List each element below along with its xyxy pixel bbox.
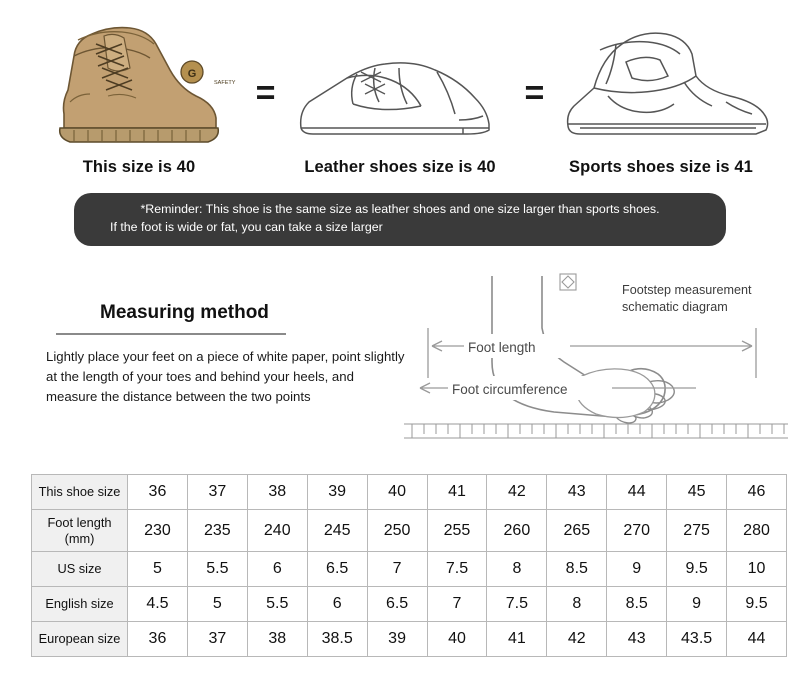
size-chart-table <box>31 474 787 657</box>
cell: 46 <box>727 475 787 510</box>
cell: 8 <box>487 552 547 587</box>
cell: 38.5 <box>307 622 367 657</box>
work-boot-illustration <box>18 10 244 150</box>
cell: 265 <box>547 510 607 552</box>
measuring-method-title: Measuring method <box>100 301 269 323</box>
boot-size-label: This size is 40 <box>82 158 196 176</box>
diamond-marker-icon <box>560 274 576 290</box>
foot-length-label: Foot length <box>468 339 536 355</box>
diagram-note-line-2: schematic diagram <box>622 299 728 314</box>
cell: 36 <box>128 622 188 657</box>
cell: 6 <box>247 552 307 587</box>
table-row <box>32 475 787 510</box>
cell: 270 <box>607 510 667 552</box>
cell: 255 <box>427 510 487 552</box>
cell: 41 <box>427 475 487 510</box>
cell: 5.5 <box>247 587 307 622</box>
cell: 8.5 <box>607 587 667 622</box>
equals-sign-2: = <box>524 74 545 112</box>
leather-shoe-size-label: Leather shoes size is 40 <box>304 158 496 176</box>
cell: 36 <box>128 475 188 510</box>
cell: 6.5 <box>307 552 367 587</box>
cell: 39 <box>307 475 367 510</box>
reminder-line-2: If the foot is wide or fat, you can take a size larger <box>110 219 383 234</box>
diagram-note <box>622 282 752 316</box>
cell: 44 <box>727 622 787 657</box>
cell: 6.5 <box>367 587 427 622</box>
cell: 260 <box>487 510 547 552</box>
table-row <box>32 552 787 587</box>
row-header-foot-length-unit: (mm) <box>64 530 95 546</box>
svg-text:SAFETY: SAFETY <box>214 80 236 86</box>
table-row <box>32 587 787 622</box>
cell: 275 <box>667 510 727 552</box>
row-header-european-size: European size <box>32 622 128 657</box>
foot-circumference-label: Foot circumference <box>452 381 568 397</box>
boot-image-cell <box>18 10 244 150</box>
measuring-method-section <box>0 260 800 470</box>
leather-shoe-image-cell <box>287 10 513 150</box>
cell: 41 <box>487 622 547 657</box>
equals-sign-1: = <box>255 74 276 112</box>
reminder-line-1: *Reminder: This shoe is the same size as leather shoes and one size larger than sports shoes. <box>140 202 660 216</box>
cell: 7.5 <box>427 552 487 587</box>
cell: 43 <box>607 622 667 657</box>
svg-text:G: G <box>187 68 197 80</box>
cell: 40 <box>367 475 427 510</box>
cell: 44 <box>607 475 667 510</box>
title-divider <box>56 333 286 335</box>
cell: 230 <box>128 510 188 552</box>
sports-shoe-illustration <box>556 10 782 150</box>
cell: 235 <box>187 510 247 552</box>
sports-shoe-image-cell <box>556 10 782 150</box>
reminder-banner <box>74 193 726 246</box>
cell: 38 <box>247 475 307 510</box>
shoe-comparison-row <box>0 0 800 150</box>
cell: 7.5 <box>487 587 547 622</box>
cell: 240 <box>247 510 307 552</box>
cell: 43 <box>547 475 607 510</box>
cell: 7 <box>367 552 427 587</box>
row-header-foot-length-text: Foot length <box>47 514 112 530</box>
cell: 37 <box>187 475 247 510</box>
row-header-english-size: English size <box>32 587 128 622</box>
cell: 5.5 <box>187 552 247 587</box>
cell: 38 <box>247 622 307 657</box>
cell: 245 <box>307 510 367 552</box>
cell: 4.5 <box>128 587 188 622</box>
cell: 5 <box>187 587 247 622</box>
cell: 40 <box>427 622 487 657</box>
leather-shoe-illustration <box>287 10 513 150</box>
cell: 43.5 <box>667 622 727 657</box>
cell: 250 <box>367 510 427 552</box>
cell: 9 <box>667 587 727 622</box>
cell: 8.5 <box>547 552 607 587</box>
measuring-text-block <box>46 302 406 407</box>
cell: 7 <box>427 587 487 622</box>
cell: 5 <box>128 552 188 587</box>
comparison-labels-row <box>0 150 800 177</box>
cell: 9.5 <box>667 552 727 587</box>
cell: 10 <box>727 552 787 587</box>
measuring-method-body: Lightly place your feet on a piece of white paper, point slightly at the length of your toes and behind your heels, and measure the distance between the two points <box>46 348 405 405</box>
cell: 45 <box>667 475 727 510</box>
table-row <box>32 510 787 552</box>
cell: 42 <box>487 475 547 510</box>
cell: 37 <box>187 622 247 657</box>
cell: 9 <box>607 552 667 587</box>
footstep-diagram <box>396 266 796 466</box>
cell: 280 <box>727 510 787 552</box>
cell: 39 <box>367 622 427 657</box>
sports-shoe-size-label: Sports shoes size is 41 <box>569 158 753 176</box>
cell: 6 <box>307 587 367 622</box>
cell: 42 <box>547 622 607 657</box>
diagram-note-line-1: Footstep measurement <box>622 282 752 297</box>
table-row <box>32 622 787 657</box>
row-header-this-shoe-size: This shoe size <box>32 475 128 510</box>
row-header-us-size: US size <box>32 552 128 587</box>
cell: 9.5 <box>727 587 787 622</box>
cell: 8 <box>547 587 607 622</box>
row-header-foot-length <box>32 510 128 552</box>
